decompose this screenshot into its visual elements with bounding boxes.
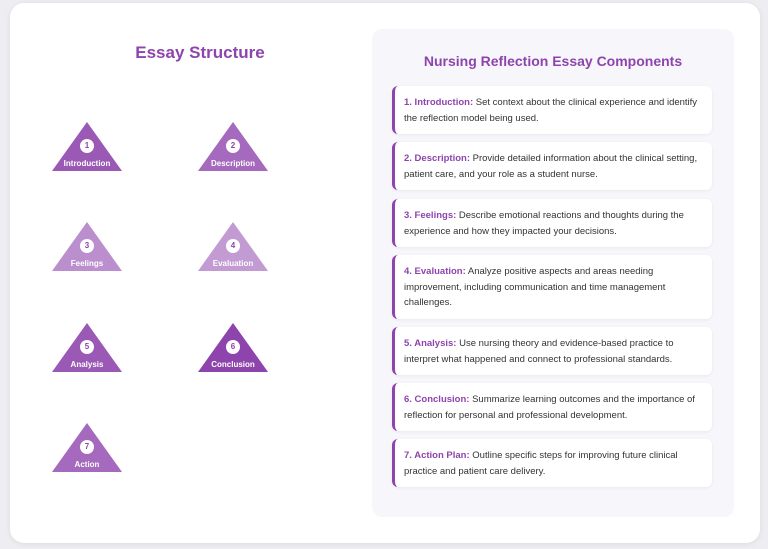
step-number: 5	[80, 340, 94, 354]
step-action	[52, 423, 122, 473]
step-number: 7	[80, 440, 94, 454]
component-name: 5. Analysis:	[404, 338, 457, 349]
step-label: Action	[74, 460, 100, 469]
component-conclusion	[392, 383, 712, 431]
component-name: 6. Conclusion:	[404, 394, 470, 405]
step-label: Introduction	[63, 159, 111, 168]
component-name: 1. Introduction:	[404, 97, 474, 108]
component-name: 7. Action Plan:	[404, 450, 470, 461]
component-name: 4. Evaluation:	[404, 266, 466, 277]
component-text: Summarize learning outcomes and the importance of reflection for personal and professional development.	[404, 394, 695, 421]
components-panel	[372, 29, 734, 517]
component-name: 3. Feelings:	[404, 210, 457, 221]
step-label: Feelings	[70, 259, 104, 268]
step-label: Analysis	[70, 360, 104, 369]
component-text: Provide detailed information about the clinical setting, patient care, and your role as a student nurse.	[404, 153, 698, 180]
component-text: Set context about the clinical experience and identify the reflection model being used.	[404, 97, 698, 124]
step-feelings	[52, 222, 122, 272]
step-introduction	[52, 122, 122, 172]
component-introduction	[392, 86, 712, 134]
step-number: 3	[80, 239, 94, 253]
component-description	[392, 142, 712, 190]
step-evaluation	[198, 222, 268, 272]
component-text: Describe emotional reactions and thoughts during the experience and how they impacted your decisions.	[404, 210, 684, 237]
component-text: Outline specific steps for improving future clinical practice and patient care delivery.	[404, 450, 678, 477]
components-title: Nursing Reflection Essay Components	[423, 53, 683, 69]
step-label: Conclusion	[211, 360, 255, 369]
component-name: 2. Description:	[404, 153, 470, 164]
step-label: Evaluation	[212, 259, 254, 268]
step-number: 2	[226, 139, 240, 153]
component-feelings	[392, 199, 712, 247]
component-text: Analyze positive aspects and areas needing improvement, including communication and time management challenges.	[404, 266, 666, 308]
component-evaluation	[392, 255, 712, 319]
component-text: Use nursing theory and evidence-based practice to interpret what happened and connect to professional standards.	[404, 338, 674, 365]
step-number: 6	[226, 340, 240, 354]
step-number: 1	[80, 139, 94, 153]
step-description	[198, 122, 268, 172]
step-conclusion	[198, 323, 268, 373]
step-number: 4	[226, 239, 240, 253]
component-analysis	[392, 327, 712, 375]
step-analysis	[52, 323, 122, 373]
component-action-plan	[392, 439, 712, 487]
essay-structure-title: Essay Structure	[135, 43, 265, 62]
step-label: Description	[210, 159, 255, 168]
